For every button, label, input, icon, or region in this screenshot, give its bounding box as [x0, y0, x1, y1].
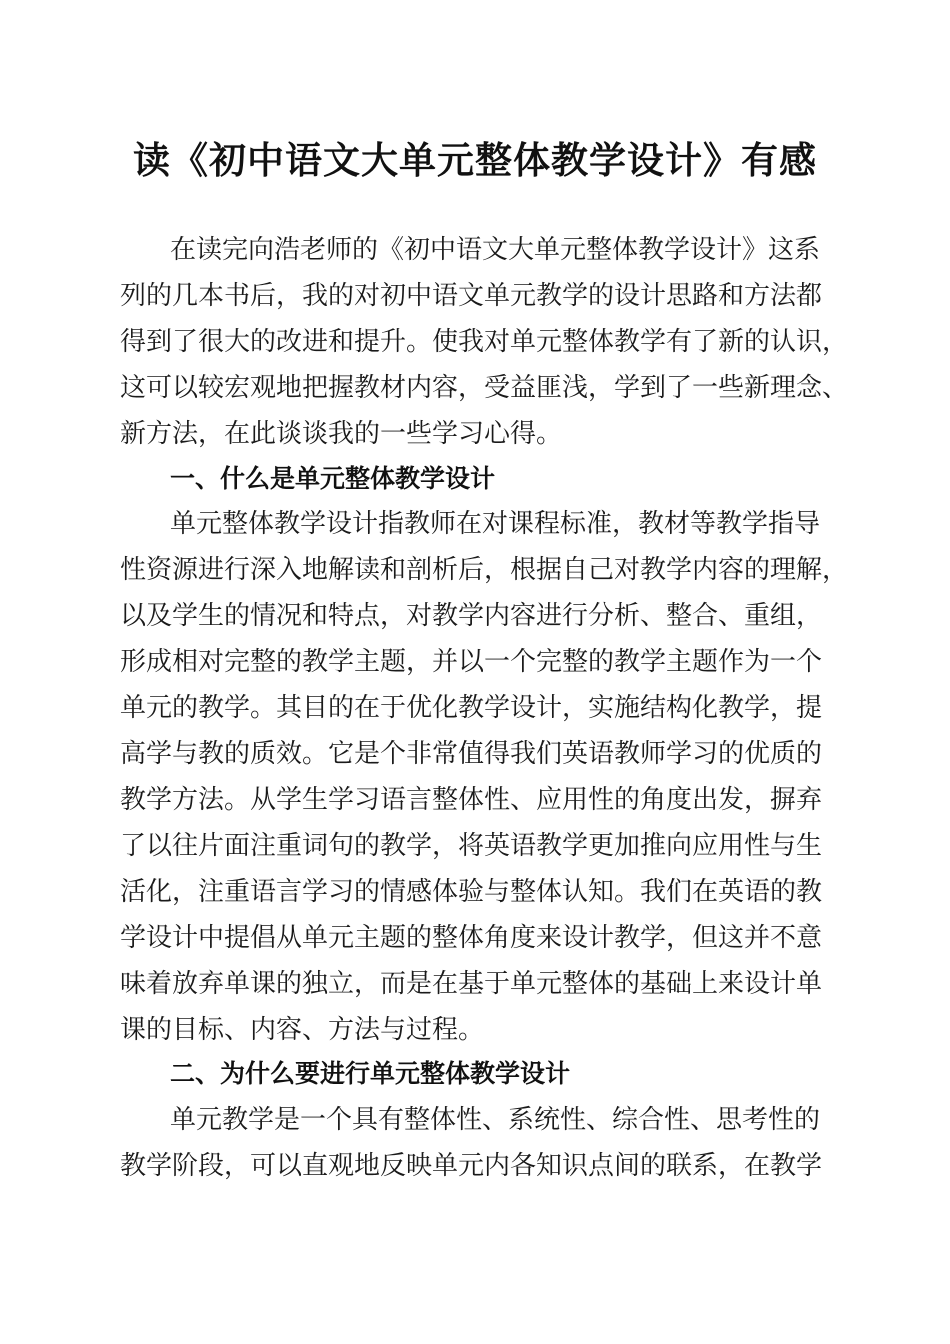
paragraph-line: 活化，注重语言学习的情感体验与整体认知。我们在英语的教	[120, 877, 823, 907]
paragraph-line: 教学阶段，可以直观地反映单元内各知识点间的联系，在教学	[120, 1151, 823, 1181]
paragraph-line: 以及学生的情况和特点，对教学内容进行分析、整合、重组，	[120, 601, 823, 631]
paragraph-line: 列的几本书后，我的对初中语文单元教学的设计思路和方法都	[120, 281, 823, 311]
paragraph-line: 性资源进行深入地解读和剖析后，根据自己对教学内容的理解，	[120, 555, 849, 585]
document-title: 读《初中语文大单元整体教学设计》有感	[133, 138, 817, 182]
section-heading-2: 二、为什么要进行单元整体教学设计	[170, 1059, 571, 1088]
paragraph-line: 形成相对完整的教学主题，并以一个完整的教学主题作为一个	[120, 647, 823, 677]
paragraph-line: 新方法，在此谈谈我的一些学习心得。	[120, 419, 563, 449]
paragraph-line: 单元教学是一个具有整体性、系统性、综合性、思考性的	[170, 1105, 821, 1135]
paragraph-line: 单元的教学。其目的在于优化教学设计，实施结构化教学，提	[120, 693, 823, 723]
paragraph-line: 教学方法。从学生学习语言整体性、应用性的角度出发，摒弃	[120, 785, 823, 815]
section-heading-1: 一、什么是单元整体教学设计	[170, 464, 496, 493]
paragraph-line: 得到了很大的改进和提升。使我对单元整体教学有了新的认识，	[120, 327, 849, 357]
paragraph-line: 这可以较宏观地把握教材内容，受益匪浅，学到了一些新理念、	[120, 373, 849, 403]
paragraph-line: 学设计中提倡从单元主题的整体角度来设计教学，但这并不意	[120, 923, 823, 953]
paragraph-line: 课的目标、内容、方法与过程。	[120, 1015, 485, 1045]
paragraph-line: 味着放弃单课的独立，而是在基于单元整体的基础上来设计单	[120, 969, 823, 999]
paragraph-line: 高学与教的质效。它是个非常值得我们英语教师学习的优质的	[120, 739, 823, 769]
paragraph-line: 了以往片面注重词句的教学，将英语教学更加推向应用性与生	[120, 831, 823, 861]
paragraph-line: 在读完向浩老师的《初中语文大单元整体教学设计》这系	[170, 235, 821, 265]
paragraph-line: 单元整体教学设计指教师在对课程标准，教材等教学指导	[170, 509, 821, 539]
